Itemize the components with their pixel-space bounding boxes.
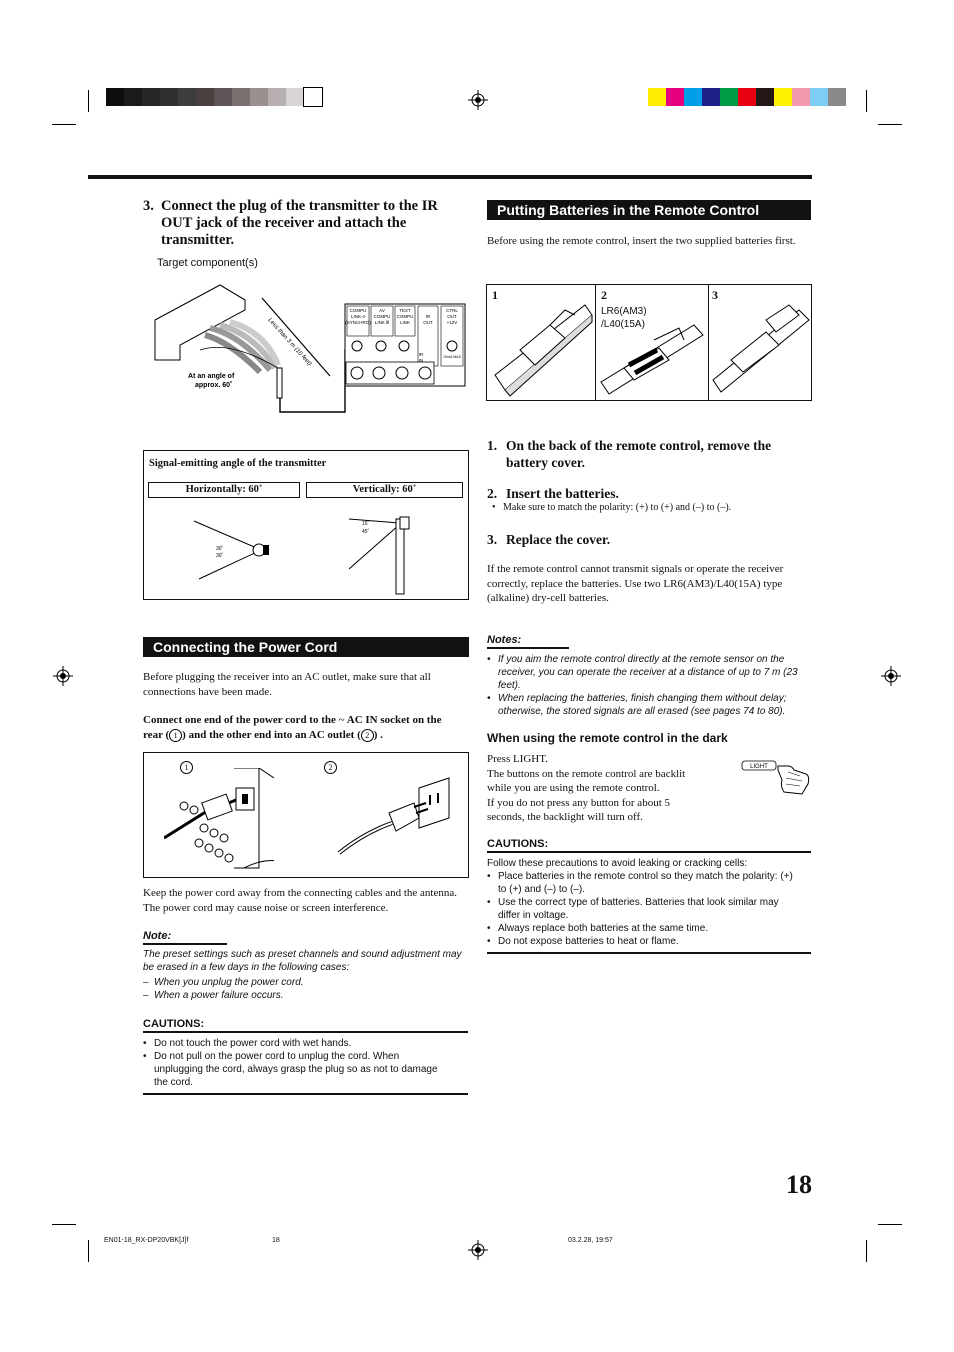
color-swatch: [232, 88, 250, 106]
power-cord-figure: [143, 752, 469, 878]
color-swatch: [178, 88, 196, 106]
ir-in-2: IN: [418, 358, 424, 363]
color-swatch: [286, 88, 304, 106]
note-item: • When replacing the batteries, finish changing them without delay; otherwise, the stored signals are all erased (see pages 74 to 80).: [487, 692, 807, 718]
ir-transmitter: [277, 368, 282, 398]
jack-3-l1: TEXT: [399, 308, 411, 313]
color-swatch: [142, 88, 160, 106]
battery-cautions-heading: CAUTIONS:: [487, 838, 811, 853]
target-component-label: Target component(s): [157, 257, 258, 269]
note-item: – When a power failure occurs.: [143, 989, 465, 1002]
light-button-label: LIGHT: [750, 764, 768, 770]
instr-b: AC IN socket on the rear (: [143, 714, 442, 741]
caution-item: • Do not touch the power cord with wet hands.: [143, 1037, 443, 1050]
battery-fig-num-1: 1: [492, 288, 498, 302]
battery-notes-heading: Notes:: [487, 634, 569, 649]
note-item: – When you unplug the power cord.: [143, 976, 465, 989]
power-note-list: [143, 976, 465, 1002]
registration-mark-left: [53, 666, 73, 686]
signal-angle-box: [143, 450, 469, 600]
signal-box-title: Signal-emitting angle of the transmitter: [149, 458, 327, 469]
battery-step-1-num: 1.: [487, 438, 498, 453]
horizontal-angle-label: Horizontally: 60˚: [185, 484, 263, 495]
footer-file: EN01-18_RX-DP20VBK[J]f: [104, 1237, 189, 1244]
footer-page: 18: [272, 1237, 280, 1244]
power-cord-heading: Connecting the Power Cord: [143, 637, 469, 657]
instr-c: ) and the other end into an AC outlet (: [182, 728, 361, 741]
battery-step-2-bullets: [492, 502, 802, 513]
jack-3-l3: LINK: [399, 320, 411, 325]
ac-outlet-illustration: [334, 773, 454, 873]
jack-2-l2: COMPU: [373, 314, 391, 319]
note-item: • If you aim the remote control directly at the remote sensor on the receiver, you can operate the receiver at a distance of up to 7 m (23 feet).: [487, 653, 807, 692]
battery-cautions-intro: Follow these precautions to avoid leaking or cracking cells:: [487, 858, 748, 869]
polarity-bullet: • Make sure to match the polarity: (+) to (+) and (–) to (–).: [492, 502, 802, 513]
angle-label-1: At an angle of: [188, 373, 235, 380]
vertical-angle-diagram: [344, 511, 424, 596]
dark-use-text: [487, 752, 707, 825]
instr-d: ) .: [373, 728, 383, 741]
power-note-heading: Note:: [143, 930, 227, 945]
color-swatch: [304, 88, 322, 106]
step3-number: 3.: [143, 198, 154, 214]
jack-5-l1: CTRL: [446, 308, 458, 313]
angle-30a: 30˚: [216, 546, 224, 552]
horizontal-angle-label-box: [148, 482, 300, 498]
color-swatch: [738, 88, 756, 106]
battery-type-label-1: LR6(AM3): [601, 306, 647, 317]
battery-fig-num-2: 2: [601, 288, 607, 302]
power-intro: Before plugging the receiver into an AC outlet, make sure that all connections have been made.: [143, 671, 431, 698]
battery-step-1-text: On the back of the remote control, remove the battery cover.: [506, 438, 772, 470]
caution-item: • Place batteries in the remote control so they match the polarity: (+) to (+) and (–) to (–).: [487, 870, 802, 896]
page-number: 18: [786, 1170, 812, 1199]
color-swatch: [792, 88, 810, 106]
vertical-angle-label: Vertically: 60˚: [352, 484, 417, 495]
step3-title: Connect the plug of the transmitter to the IR OUT jack of the receiver and attach the transmitter.: [161, 198, 438, 248]
angle-45: 45˚: [362, 529, 370, 535]
fig-circle-1: 1: [180, 761, 193, 774]
instr-a: Connect one end of the power cord to the: [143, 714, 336, 726]
horizontal-angle-diagram: [184, 511, 274, 591]
power-instructions: [143, 713, 463, 742]
jack-5-l3: +12V: [446, 320, 458, 325]
color-swatch: [756, 88, 774, 106]
battery-divider-1: [595, 285, 596, 400]
ma-label: 10mA MAX: [443, 355, 461, 359]
color-swatch: [160, 88, 178, 106]
battery-step-2-num: 2.: [487, 486, 498, 501]
caution-item: • Do not expose batteries to heat or flame.: [487, 935, 802, 948]
battery-cautions-bottom-rule: [487, 952, 811, 954]
dark-line-2: The buttons on the remote control are backlit while you are using the remote control.: [487, 767, 686, 794]
color-swatch: [702, 88, 720, 106]
remote-open-cover: [490, 290, 594, 398]
jack-1-l3: (SYNCHRO): [345, 320, 371, 325]
dark-line-1: Press LIGHT.: [487, 753, 548, 765]
jack-1-l2: LINK-4: [350, 314, 366, 319]
rear-panel-illustration: [164, 768, 274, 873]
battery-step-2-text: Insert the batteries.: [506, 486, 619, 501]
circ-2: 2: [361, 729, 374, 742]
fig-circle-2: 2: [324, 761, 337, 774]
caution-item: • Do not pull on the power cord to unplug the cord. When unplugging the cord, always grasp the plug so as not to damage the cord.: [143, 1050, 443, 1089]
color-swatch: [648, 88, 666, 106]
caution-item: • Use the correct type of batteries. Batteries that look similar may differ in voltage.: [487, 896, 802, 922]
battery-type-label-2: /L40(15A): [601, 319, 645, 330]
registration-mark-top: [468, 90, 488, 110]
color-swatch: [124, 88, 142, 106]
remote-insert-batteries: [599, 320, 705, 398]
light-button-illustration: [740, 758, 812, 798]
jack-2-l1: AV: [379, 308, 385, 313]
dark-line-3: If you do not press any button for about 5 seconds, the backlight will turn off.: [487, 796, 670, 823]
battery-cautions-list: [487, 870, 802, 948]
color-swatch: [196, 88, 214, 106]
jack-2-l3: LINK Ⅲ: [374, 320, 390, 325]
caution-item: • Always replace both batteries at the same time.: [487, 922, 802, 935]
jack-1-l1: COMPU: [349, 308, 367, 313]
power-note-text: The preset settings such as preset channels and sound adjustment may be erased in a few days in the following cases:: [143, 949, 462, 973]
jack-4-l2: OUT: [423, 320, 433, 325]
jack-5-l2: OUT: [447, 314, 457, 319]
color-swatch: [250, 88, 268, 106]
color-swatch: [810, 88, 828, 106]
distance-label: Less than 3 m (10 feet): [266, 317, 313, 368]
battery-divider-2: [708, 285, 709, 400]
batteries-intro: Before using the remote control, insert the two supplied batteries first.: [487, 235, 796, 247]
jack-4-l1: IR: [425, 314, 431, 319]
angle-30b: 30˚: [216, 553, 224, 559]
top-rule: [88, 175, 812, 179]
angle-15: 15˚: [362, 521, 370, 527]
angle-label-2: approx. 60˚: [195, 382, 233, 389]
power-cautions-bottom-rule: [143, 1093, 468, 1095]
color-swatch: [684, 88, 702, 106]
dark-use-heading: When using the remote control in the dark: [487, 731, 728, 745]
ir-in-1: IR: [418, 352, 424, 357]
circ-1: 1: [169, 729, 182, 742]
color-swatch: [774, 88, 792, 106]
power-cautions-heading: CAUTIONS:: [143, 1018, 468, 1033]
registration-mark-right: [881, 666, 901, 686]
vertical-angle-label-box: [306, 482, 463, 498]
color-swatch: [720, 88, 738, 106]
color-swatch: [214, 88, 232, 106]
remote-replace-cover: [711, 300, 811, 398]
registration-mark-bottom: [468, 1240, 488, 1260]
ac-symbol: ~: [338, 714, 345, 726]
jack-3-l2: COMPU: [396, 314, 414, 319]
battery-fig-num-3: 3: [712, 288, 718, 302]
color-swatch: [268, 88, 286, 106]
battery-notes-list: [487, 653, 807, 718]
batteries-heading: Putting Batteries in the Remote Control: [487, 200, 811, 220]
battery-figure-strip: [486, 284, 812, 401]
power-cautions-list: [143, 1037, 443, 1089]
battery-step-3-text: Replace the cover.: [506, 532, 611, 547]
footer-timestamp: 03.2.28, 19:57: [568, 1237, 613, 1244]
color-swatch: [666, 88, 684, 106]
color-swatch: [828, 88, 846, 106]
target-component-illustration: [155, 285, 278, 372]
battery-replace-para: If the remote control cannot transmit signals or operate the receiver correctly, replace the batteries. Use two LR6(AM3)/L40(15A) type (alkaline) dry-cell batteries.: [487, 563, 784, 604]
power-keep-away: Keep the power cord away from the connecting cables and the antenna. The power cord may cause noise or screen interference.: [143, 887, 457, 914]
transmitter-connection-diagram: [150, 280, 470, 420]
battery-step-3-num: 3.: [487, 532, 498, 547]
color-swatch: [106, 88, 124, 106]
